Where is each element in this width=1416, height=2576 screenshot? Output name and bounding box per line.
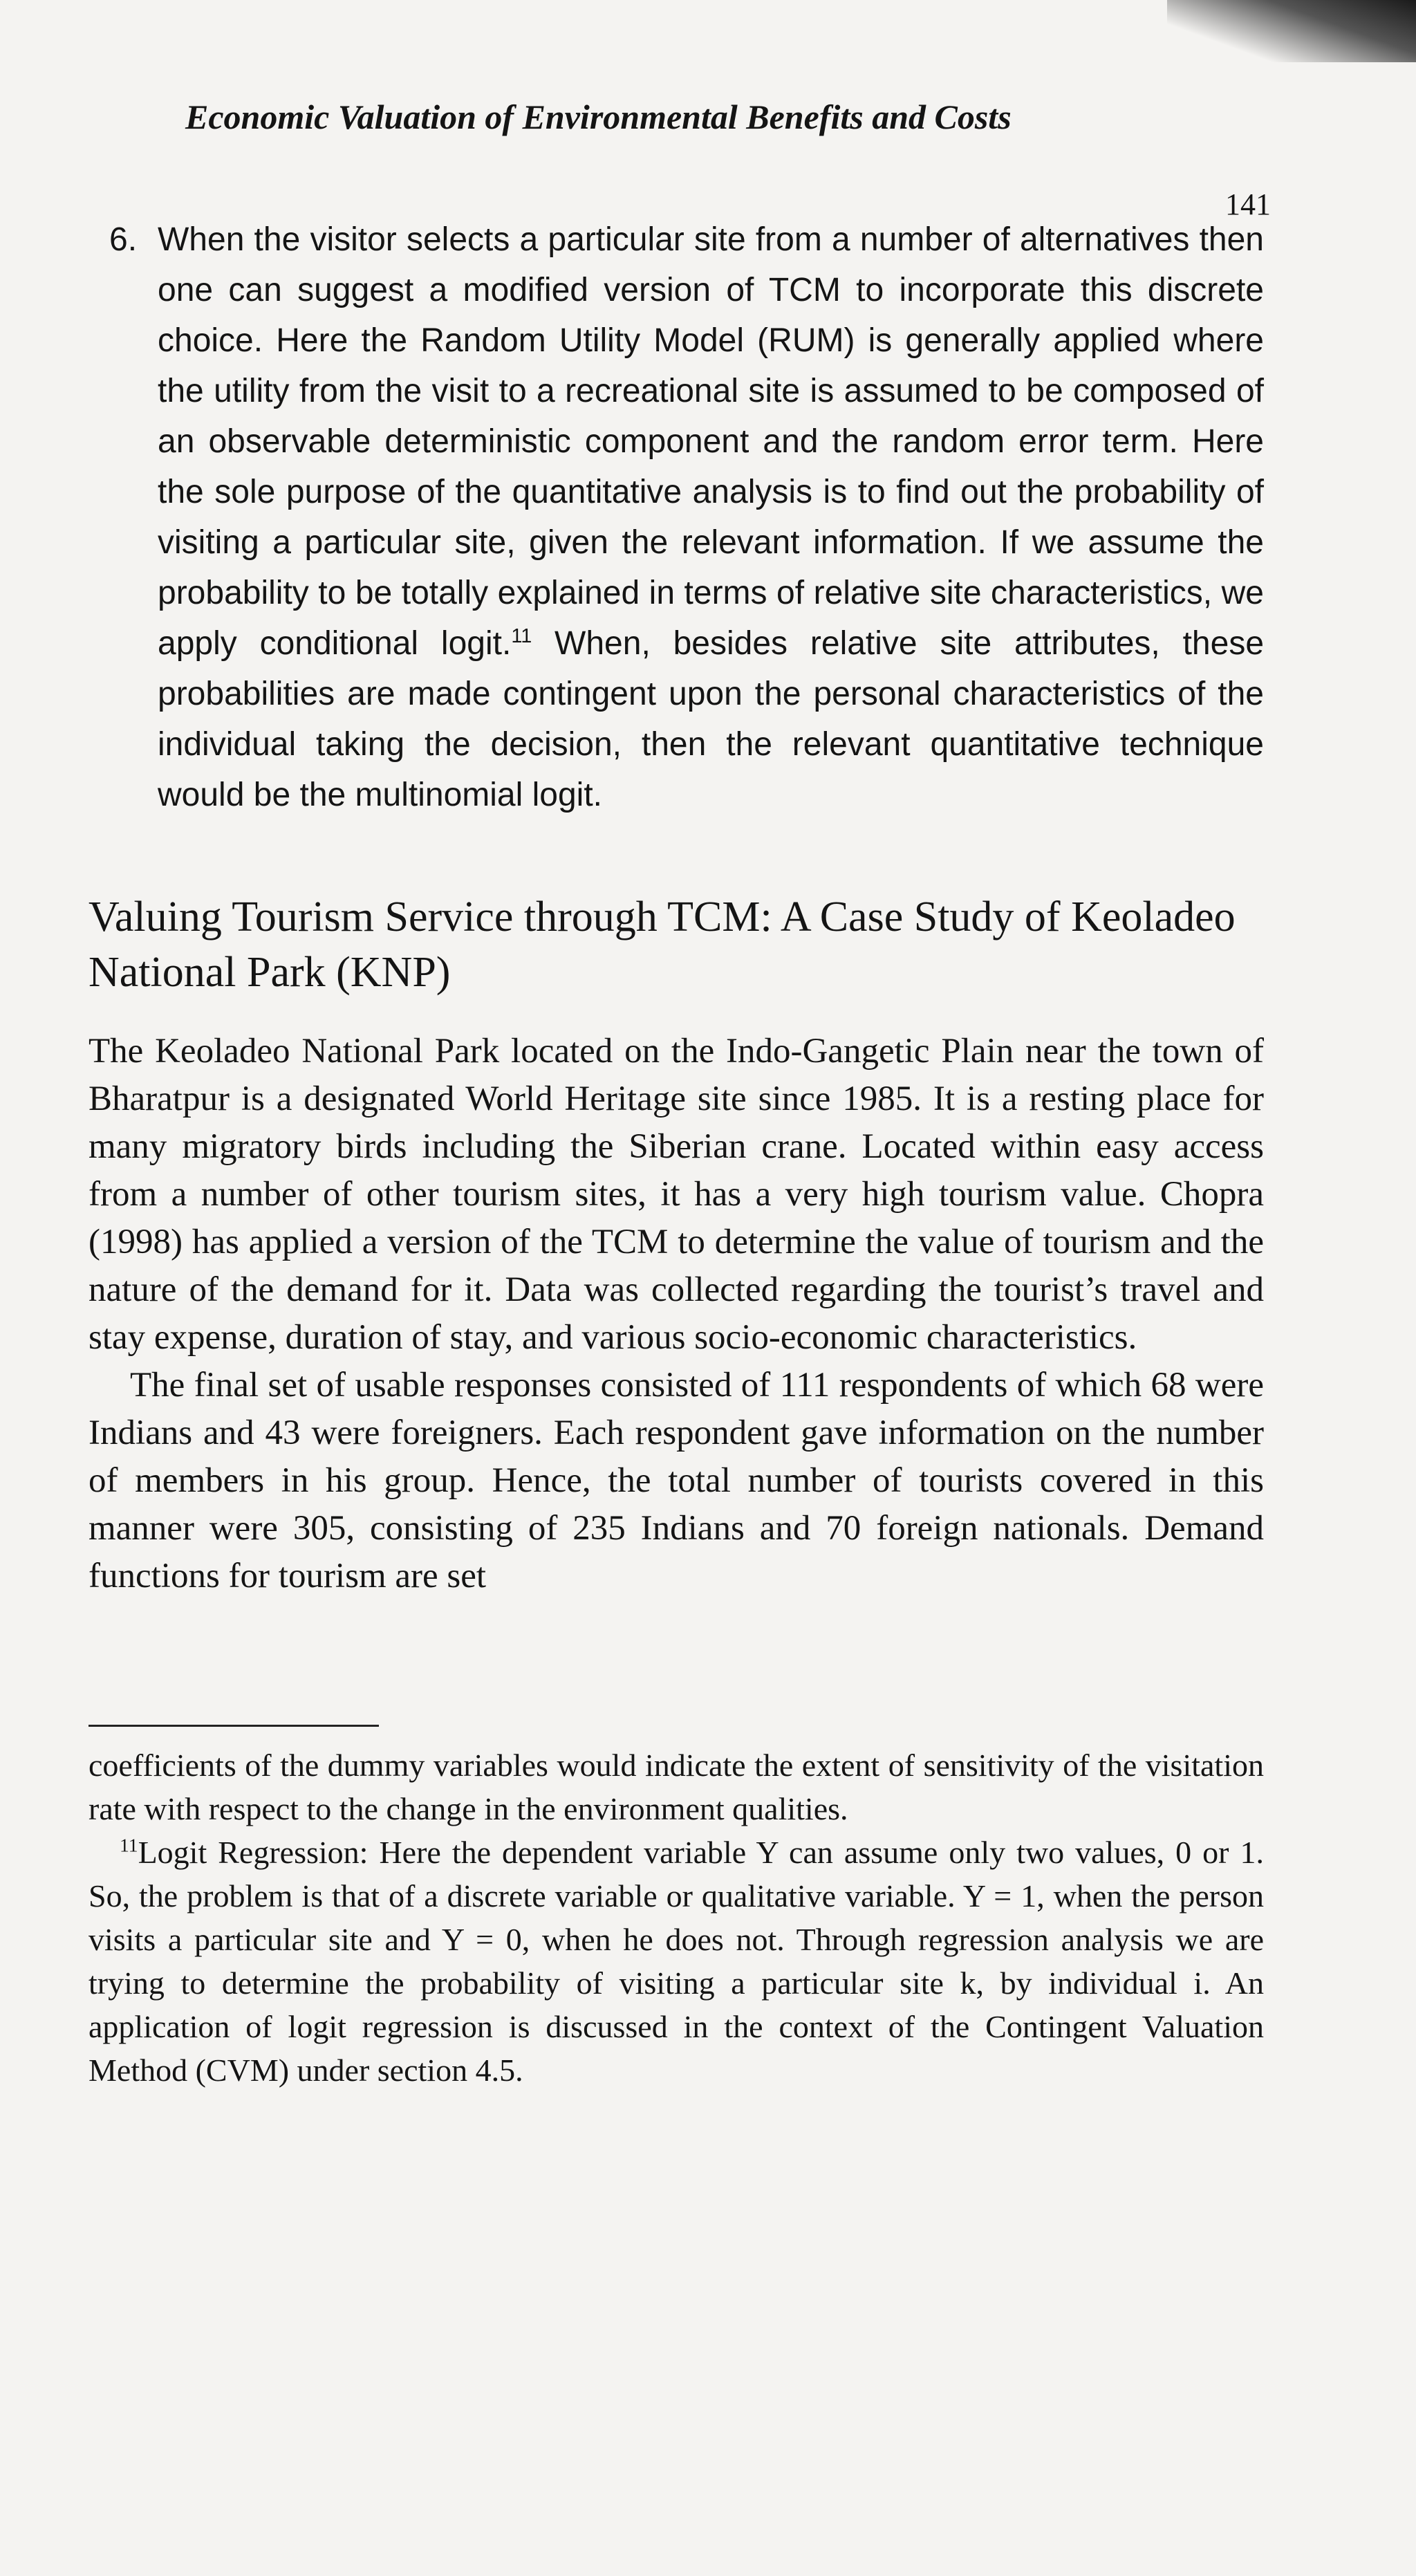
footnote-11-marker: 11	[120, 1834, 138, 1856]
footnote-11-text: Logit Regression: Here the dependent variable Y can assume only two values, 0 or 1. So, the problem is that of a discrete variable or qualitative variable. Y = 1, when the person visits a particular site and Y = 0, when he does not. Through regression analysis we are trying to determine the probability of visiting a particular site k, by individual i. An application of logit regression is discussed in the context of the Contingent Valuation Method (CVM) under section 4.5.	[88, 1835, 1264, 2088]
section-heading: Valuing Tourism Service through TCM: A Case Study of Keoladeo National Park (KNP)	[88, 893, 1236, 996]
item6-text-part2: When, besides relative site attributes, these probabilities are made contingent upon the personal characteristics of the individual taking the decision, then the relevant quantitative technique would be the multinomial logit.	[158, 625, 1265, 813]
page-number: 141	[1225, 187, 1271, 221]
running-head	[88, 83, 1271, 221]
list-marker: 6.	[109, 221, 138, 258]
footnote-continued: coefficients of the dummy variables would indicate the extent of sensitivity of the visitation rate with respect to the change in the environment qualities.	[88, 1748, 1264, 1826]
body-paragraph-1: The Keoladeo National Park located on the Indo-Gangetic Plain near the town of Bharatpur is a designated World Heritage site since 1985. It is a resting place for many migratory birds including the Siberian crane. Located within easy access from a number of other tourism sites, it has a very high tourism value. Chopra (1998) has applied a version of the TCM to determine the value of tourism and the nature of the demand for it. Data was collected regarding the tourist’s travel and stay expense, duration of stay, and various socio-economic characteristics.	[88, 1032, 1264, 1357]
footnote-divider	[88, 1725, 379, 1727]
list-item-6	[88, 214, 1264, 820]
book-page	[88, 83, 1271, 2092]
page-corner-shadow	[1167, 0, 1416, 62]
item6-text-part1: When the visitor selects a particular site from a number of alternatives then one can suggest a modified version of TCM to incorporate this discrete choice. Here the Random Utility Model (RUM) is generally applied where the utility from the visit to a recreational site is assumed to be composed of an observable deterministic component and the random error term. Here the sole purpose of the quantitative analysis is to find out the probability of visiting a particular site, given the relevant information. If we assume the probability to be totally explained in terms of relative site characteristics, we apply conditional logit.	[158, 221, 1264, 662]
body-paragraph-2: The final set of usable responses consisted of 111 respondents of which 68 were Indians and 43 were foreigners. Each respondent gave information on the number of members in his group. Hence, the total number of tourists covered in this manner were 305, consisting of 235 Indians and 70 foreign nationals. Demand functions for tourism are set	[88, 1366, 1264, 1595]
footnote-11	[88, 1831, 1264, 2092]
running-title: Economic Valuation of Environmental Benefits and Costs	[185, 98, 1012, 136]
footnote-ref-11[interactable]: 11	[511, 625, 532, 647]
